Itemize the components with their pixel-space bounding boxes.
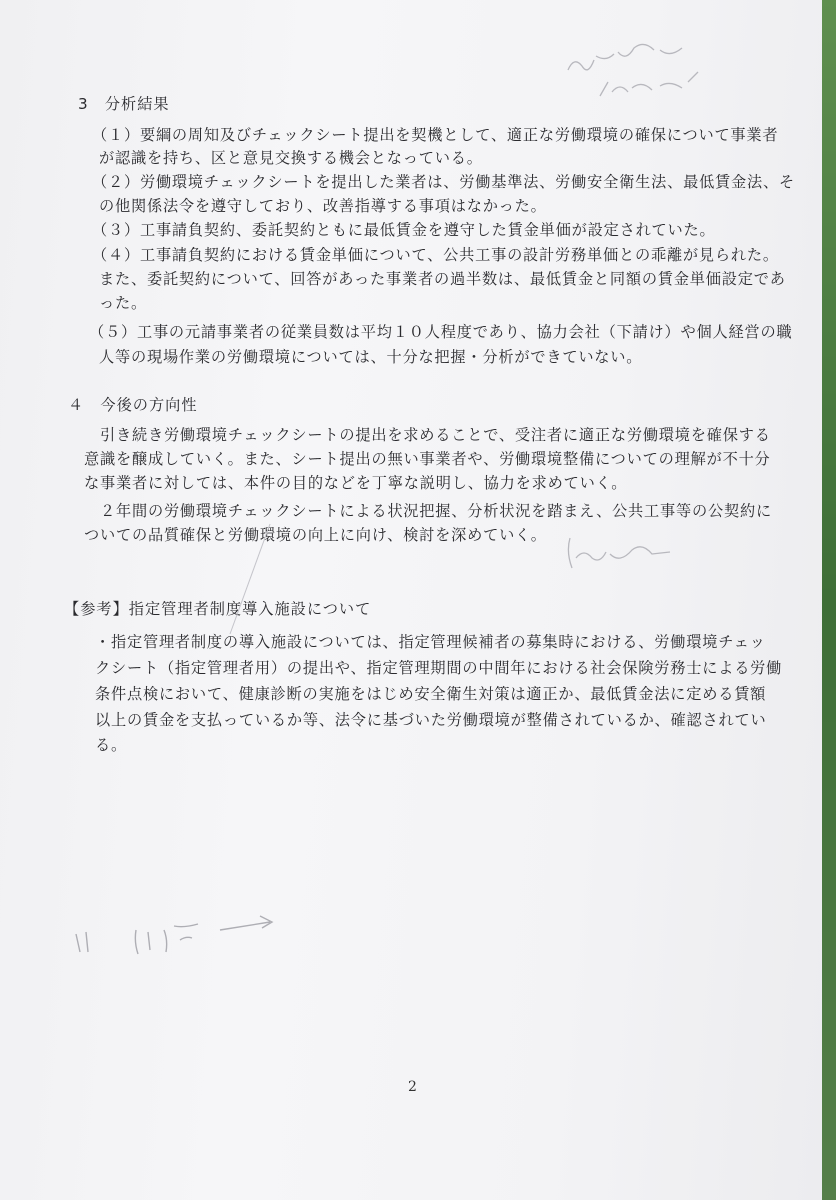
section-3-line: の他関係法令を遵守しており、改善指導する事項はなかった。 [99, 197, 547, 215]
section-3-line: （３）工事請負契約、委託契約ともに最低賃金を遵守した賃金単価が設定されていた。 [92, 221, 716, 239]
reference-line: ・指定管理者制度の導入施設については、指定管理候補者の募集時における、労働環境チェッ [95, 633, 766, 651]
section-4-line: 引き続き労働環境チェックシートの提出を求めることで、受注者に適正な労働環境を確保する [100, 426, 771, 444]
reference-line: クシート（指定管理者用）の提出や、指定管理期間の中間年における社会保険労務士による労働 [95, 659, 783, 677]
reference-heading: 【参考】指定管理者制度導入施設について [64, 600, 372, 618]
pencil-stroke-icon [220, 520, 280, 640]
pencil-scribble-icon [560, 30, 730, 110]
section-4-line: ２年間の労働環境チェックシートによる状況把握、分析状況を踏まえ、公共工事等の公契約に [100, 502, 772, 520]
reference-line: 条件点検において、健康診断の実施をはじめ安全衛生対策は適正か、最低賃金法に定める賃額 [95, 685, 767, 703]
section-3-line: （２）労働環境チェックシートを提出した業者は、労働基準法、労働安全衛生法、最低賃金法、そ [92, 173, 795, 191]
reference-line: 以上の賃金を支払っているか等、法令に基づいた労働環境が整備されているか、確認されてい [95, 711, 767, 729]
section-3-line: （４）工事請負契約における賃金単価について、公共工事の設計労務単価との乖離が見られた。 [92, 246, 779, 264]
section-4-line: な事業者に対しては、本件の目的などを丁寧な説明し、協力を求めていく。 [84, 474, 628, 492]
pencil-scribble-icon [70, 910, 290, 970]
section-3-heading: 3 分析結果 [78, 95, 170, 113]
section-3-line: （１）要綱の周知及びチェックシート提出を契機として、適正な労働環境の確保について事業者 [92, 126, 779, 144]
section-3-line: また、委託契約について、回答があった事業者の過半数は、最低賃金と同額の賃金単価設定であ [99, 270, 786, 288]
background-edge [822, 0, 836, 1200]
page-number: 2 [408, 1079, 417, 1095]
pencil-scribble-icon [562, 528, 702, 578]
section-3-line: った。 [99, 294, 147, 312]
section-4-line: 意識を醸成していく。また、シート提出の無い事業者や、労働環境整備についての理解が不十分 [84, 450, 771, 468]
section-4-heading: ４ 今後の方向性 [68, 396, 198, 414]
reference-line: る。 [95, 736, 127, 754]
section-3-line: が認識を持ち、区と意見交換する機会となっている。 [99, 149, 483, 167]
section-3-line: （５）工事の元請事業者の従業員数は平均１０人程度であり、協力会社（下請け）や個人経営の職 [89, 323, 793, 341]
section-3-line: 人等の現場作業の労働環境については、十分な把握・分析ができていない。 [99, 348, 643, 366]
section-4-line: ついての品質確保と労働環境の向上に向け、検討を深めていく。 [84, 526, 547, 544]
